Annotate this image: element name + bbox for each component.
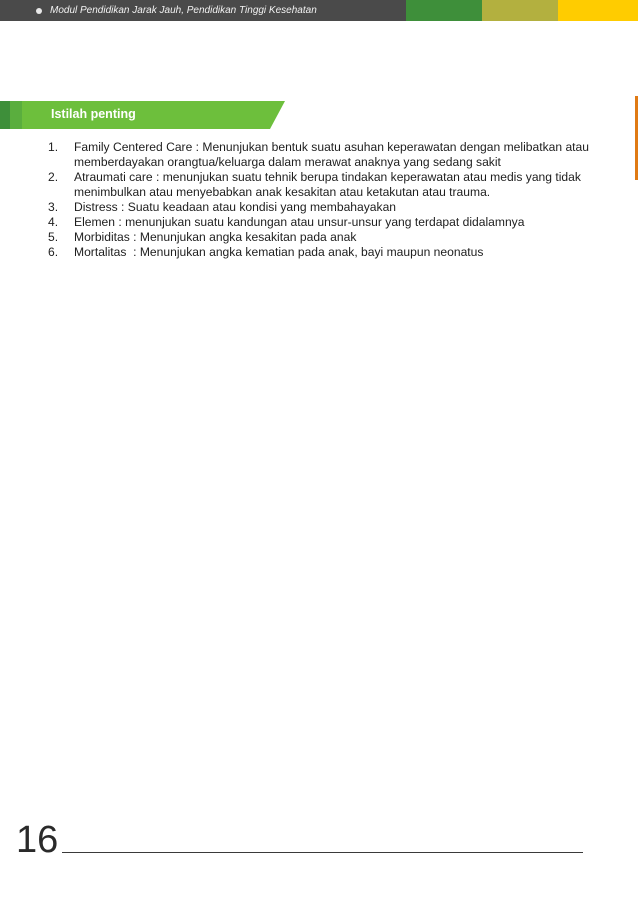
list-item-number: 5. — [48, 230, 59, 244]
header-color-block-yellow — [558, 0, 638, 21]
list-item-text: Family Centered Care : Menunjukan bentuk suatu asuhan keperawatan dengan melibatkan atau memberdayakan orangtua/keluarga dalam merawat anaknya yang sedang sakit — [74, 140, 589, 169]
header-color-block-olive — [482, 0, 558, 21]
page-header — [0, 0, 638, 21]
page-number: 16 — [16, 819, 59, 861]
header-title-bar — [0, 0, 406, 21]
list-item-text: Distress : Suatu keadaan atau kondisi yang membahayakan — [74, 200, 397, 214]
list-item-number: 2. — [48, 170, 59, 184]
list-item-number: 3. — [48, 200, 59, 214]
list-item-text: Mortalitas : Menunjukan angka kematian pada anak, bayi maupun neonatus — [74, 245, 484, 259]
list-item — [48, 245, 608, 260]
running-title: Modul Pendidikan Jarak Jauh, Pendidikan Tinggi Kesehatan — [50, 5, 317, 16]
list-item-text: Morbiditas : Menunjukan angka kesakitan pada anak — [74, 230, 357, 244]
list-item-text: Elemen : menunjukan suatu kandungan atau unsur-unsur yang terdapat didalamnya — [74, 215, 525, 229]
section-title: Istilah penting — [51, 107, 136, 121]
list-item — [48, 170, 608, 200]
section-banner — [0, 101, 290, 129]
list-item — [48, 140, 608, 170]
banner-shape — [0, 101, 290, 129]
list-item-number: 6. — [48, 245, 59, 259]
terms-list — [48, 140, 608, 260]
list-item — [48, 230, 608, 245]
list-item-number: 1. — [48, 140, 59, 154]
footer-rule — [62, 852, 583, 853]
header-color-block-green — [406, 0, 482, 21]
list-item-number: 4. — [48, 215, 59, 229]
list-item-text: Atraumati care : menunjukan suatu tehnik berupa tindakan keperawatan atau medis yang tidak menimbulkan atau menyebabkan anak kesakitan atau ketakutan atau trauma. — [74, 170, 581, 199]
bullet-icon — [36, 8, 42, 14]
list-item — [48, 215, 608, 230]
list-item — [48, 200, 608, 215]
